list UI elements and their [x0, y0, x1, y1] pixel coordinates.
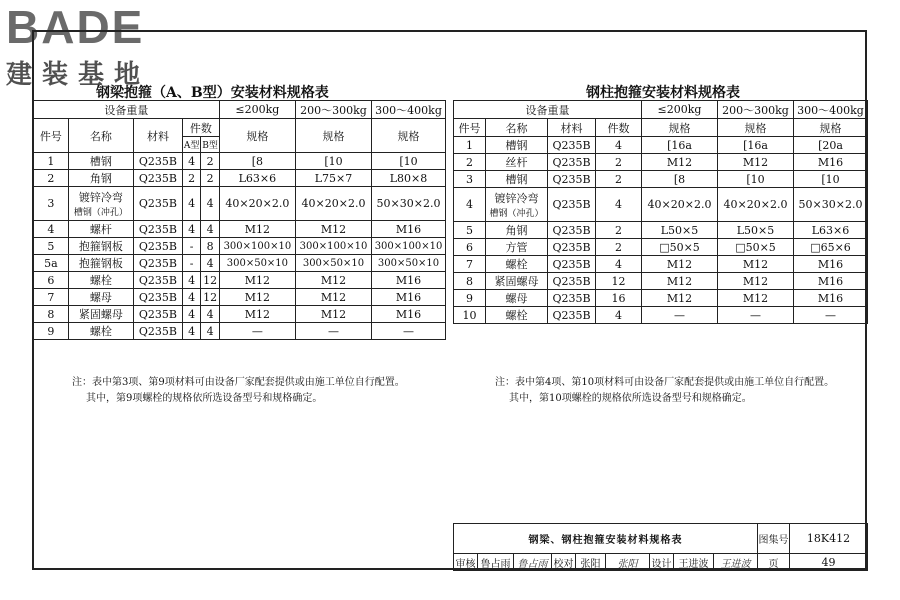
cell-material: Q235B: [134, 187, 183, 221]
device-weight-label: 设备重量: [454, 101, 642, 119]
cell-spec: M12: [295, 306, 371, 323]
page-label: 页: [758, 554, 790, 571]
cell-spec: M12: [219, 289, 295, 306]
header-spec-2: 规格: [718, 119, 794, 137]
check-label: 校对: [552, 554, 576, 571]
cell-material: Q235B: [134, 170, 183, 187]
table-row: [454, 154, 868, 171]
cell-spec: M12: [718, 290, 794, 307]
cell-spec: 300×50×10: [372, 255, 446, 272]
table-row: [454, 307, 868, 324]
cell-spec: 300×50×10: [295, 255, 371, 272]
table-row: [454, 290, 868, 307]
cell-spec: L50×5: [642, 222, 718, 239]
note-line: 注：表中第3项、第9项材料可由设备厂家配套提供或由施工单位自行配置。: [72, 377, 405, 388]
cell-no: 9: [34, 323, 69, 340]
cell-qty-b: 4: [201, 306, 219, 323]
cell-spec: [8: [642, 171, 718, 188]
cell-spec: M12: [642, 290, 718, 307]
header-spec-1: 规格: [219, 119, 295, 153]
table-row: [454, 137, 868, 154]
cell-qty: 2: [596, 154, 642, 171]
table-row: [34, 323, 446, 340]
cell-spec: □50×5: [718, 239, 794, 256]
cell-spec: 40×20×2.0: [295, 187, 371, 221]
cell-qty-a: 4: [182, 187, 200, 221]
table-row: [34, 187, 446, 221]
right-notes: [495, 375, 834, 407]
cell-name: 方管: [486, 239, 548, 256]
cell-spec: [20a: [794, 137, 868, 154]
cell-spec: —: [219, 323, 295, 340]
cell-spec: [10: [295, 153, 371, 170]
cell-no: 3: [454, 171, 486, 188]
cell-spec: M12: [718, 273, 794, 290]
header-qty: 件数: [182, 119, 219, 137]
review-label: 审核: [454, 554, 478, 571]
cell-material: Q235B: [134, 238, 183, 255]
cell-spec: —: [718, 307, 794, 324]
table-row: [34, 170, 446, 187]
cell-no: 6: [34, 272, 69, 289]
cell-name: 螺母: [68, 289, 133, 306]
cell-qty: 4: [596, 307, 642, 324]
weight-header-row: [454, 101, 868, 119]
cell-qty-a: 4: [182, 289, 200, 306]
table-row: [454, 256, 868, 273]
cell-qty-b: 2: [201, 153, 219, 170]
logo-mark: BADE: [6, 1, 145, 53]
cell-name: 槽钢: [486, 171, 548, 188]
cell-spec: M12: [718, 154, 794, 171]
cell-qty-a: 2: [182, 170, 200, 187]
atlas-number: 18K412: [790, 524, 868, 554]
header-material: 材料: [548, 119, 596, 137]
weight-col-3: 300～400kg: [372, 101, 446, 119]
cell-qty: 12: [596, 273, 642, 290]
cell-name: 紧固螺母: [486, 273, 548, 290]
header-name: 名称: [68, 119, 133, 153]
weight-col-3: 300～400kg: [794, 101, 868, 119]
reviewer-name: 鲁占雨: [478, 554, 514, 571]
cell-spec: L63×6: [794, 222, 868, 239]
cell-spec: 40×20×2.0: [642, 188, 718, 222]
weight-col-1: ≤200kg: [219, 101, 295, 119]
weight-col-1: ≤200kg: [642, 101, 718, 119]
header-type-b: B型: [201, 137, 219, 153]
cell-spec: 50×30×2.0: [794, 188, 868, 222]
cell-spec: 50×30×2.0: [372, 187, 446, 221]
cell-spec: 300×100×10: [372, 238, 446, 255]
reviewer-signature: 鲁占雨: [514, 554, 552, 571]
drawing-title: 钢梁、钢柱抱箍安装材料规格表: [454, 524, 758, 554]
cell-qty-a: 4: [182, 221, 200, 238]
cell-qty-a: -: [182, 238, 200, 255]
logo-subtitle: 建装基地: [6, 60, 151, 90]
atlas-label: 图集号: [758, 524, 790, 554]
cell-qty-b: 4: [201, 255, 219, 272]
cell-spec: M12: [642, 273, 718, 290]
note-line: 其中，第10项螺栓的规格依所选设备型号和规格确定。: [509, 393, 752, 404]
cell-name: 丝杆: [486, 154, 548, 171]
cell-qty-a: -: [182, 255, 200, 272]
cell-material: Q235B: [548, 307, 596, 324]
left-table-title: 钢梁抱箍（A、B型）安装材料规格表: [96, 85, 329, 101]
cell-spec: M12: [642, 256, 718, 273]
cell-spec: L63×6: [219, 170, 295, 187]
cell-spec: □50×5: [642, 239, 718, 256]
beam-clamp-table: [33, 100, 446, 340]
cell-spec: [16a: [642, 137, 718, 154]
checker-name: 张阳: [576, 554, 606, 571]
cell-no: 8: [34, 306, 69, 323]
cell-no: 8: [454, 273, 486, 290]
cell-name: 槽钢: [68, 153, 133, 170]
cell-no: 7: [34, 289, 69, 306]
cell-spec: [10: [372, 153, 446, 170]
cell-spec: M12: [642, 154, 718, 171]
cell-no: 4: [454, 188, 486, 222]
table-row: [34, 255, 446, 272]
cell-name: 角钢: [68, 170, 133, 187]
table-row: [34, 153, 446, 170]
cell-name: [486, 188, 548, 222]
cell-spec: M16: [372, 306, 446, 323]
table-row: [34, 238, 446, 255]
table-row: [34, 272, 446, 289]
cell-no: 3: [34, 187, 69, 221]
cell-qty-b: 2: [201, 170, 219, 187]
cell-no: 7: [454, 256, 486, 273]
header-spec-1: 规格: [642, 119, 718, 137]
cell-spec: L50×5: [718, 222, 794, 239]
cell-spec: M12: [295, 221, 371, 238]
page-number: 49: [790, 554, 868, 571]
cell-no: 1: [34, 153, 69, 170]
cell-spec: 300×50×10: [219, 255, 295, 272]
table-row: [454, 171, 868, 188]
cell-name-line2: 槽钢（冲孔）: [73, 208, 128, 218]
cell-no: 9: [454, 290, 486, 307]
cell-spec: M16: [372, 272, 446, 289]
cell-spec: —: [295, 323, 371, 340]
cell-qty-b: 12: [201, 272, 219, 289]
cell-no: 6: [454, 239, 486, 256]
cell-spec: [16a: [718, 137, 794, 154]
cell-name: 螺栓: [486, 307, 548, 324]
table-row: [34, 221, 446, 238]
column-clamp-table: [453, 100, 868, 324]
cell-qty: 4: [596, 188, 642, 222]
cell-spec: L80×8: [372, 170, 446, 187]
header-type-a: A型: [182, 137, 200, 153]
cell-no: 1: [454, 137, 486, 154]
cell-no: 5a: [34, 255, 69, 272]
cell-spec: M16: [794, 256, 868, 273]
cell-name: 螺栓: [68, 272, 133, 289]
header-material: 材料: [134, 119, 183, 153]
cell-spec: —: [372, 323, 446, 340]
cell-spec: M16: [794, 154, 868, 171]
cell-no: 5: [454, 222, 486, 239]
cell-qty-a: 4: [182, 306, 200, 323]
cell-spec: M12: [295, 272, 371, 289]
cell-name: 螺杆: [68, 221, 133, 238]
cell-name-line1: 镀锌冷弯: [78, 191, 123, 204]
table-row: [34, 289, 446, 306]
device-weight-label: 设备重量: [34, 101, 220, 119]
weight-header-row: [34, 101, 446, 119]
cell-material: Q235B: [134, 221, 183, 238]
cell-material: Q235B: [548, 154, 596, 171]
right-table-title: 钢柱抱箍安装材料规格表: [586, 85, 740, 101]
cell-spec: M16: [794, 273, 868, 290]
table-row: [454, 188, 868, 222]
table-row: [34, 306, 446, 323]
cell-name: [68, 187, 133, 221]
cell-spec: M16: [372, 221, 446, 238]
table-row: [454, 273, 868, 290]
cell-material: Q235B: [548, 290, 596, 307]
table-row: [454, 222, 868, 239]
cell-spec: M12: [219, 221, 295, 238]
cell-material: Q235B: [134, 272, 183, 289]
cell-material: Q235B: [548, 171, 596, 188]
cell-qty-b: 12: [201, 289, 219, 306]
cell-spec: [8: [219, 153, 295, 170]
cell-spec: M16: [372, 289, 446, 306]
cell-name: 抱箍钢板: [68, 238, 133, 255]
cell-qty-a: 4: [182, 153, 200, 170]
cell-spec: M12: [295, 289, 371, 306]
table-row: [454, 239, 868, 256]
cell-spec: □65×6: [794, 239, 868, 256]
header-spec-3: 规格: [372, 119, 446, 153]
cell-qty-b: 4: [201, 187, 219, 221]
cell-spec: M16: [794, 290, 868, 307]
cell-spec: —: [642, 307, 718, 324]
cell-name: 螺栓: [68, 323, 133, 340]
cell-material: Q235B: [134, 306, 183, 323]
cell-material: Q235B: [548, 239, 596, 256]
cell-no: 5: [34, 238, 69, 255]
cell-spec: —: [794, 307, 868, 324]
header-no: 件号: [34, 119, 69, 153]
cell-spec: 300×100×10: [295, 238, 371, 255]
cell-material: Q235B: [134, 255, 183, 272]
cell-no: 10: [454, 307, 486, 324]
cell-material: Q235B: [548, 188, 596, 222]
cell-qty-b: 4: [201, 221, 219, 238]
cell-spec: 300×100×10: [219, 238, 295, 255]
cell-qty: 2: [596, 222, 642, 239]
cell-no: 2: [34, 170, 69, 187]
cell-spec: 40×20×2.0: [718, 188, 794, 222]
cell-name: 螺栓: [486, 256, 548, 273]
weight-col-2: 200～300kg: [718, 101, 794, 119]
cell-material: Q235B: [548, 222, 596, 239]
design-label: 设计: [650, 554, 674, 571]
cell-no: 4: [34, 221, 69, 238]
cell-name-line2: 槽钢（冲孔）: [489, 209, 544, 219]
cell-qty: 4: [596, 256, 642, 273]
cell-name: 角钢: [486, 222, 548, 239]
cell-spec: M12: [718, 256, 794, 273]
cell-material: Q235B: [548, 256, 596, 273]
cell-spec: [10: [718, 171, 794, 188]
cell-qty: 2: [596, 171, 642, 188]
checker-signature: 张阳: [606, 554, 650, 571]
title-block: [453, 523, 868, 571]
cell-spec: M12: [219, 306, 295, 323]
weight-col-2: 200～300kg: [295, 101, 371, 119]
left-notes: [72, 375, 405, 407]
cell-qty-a: 4: [182, 323, 200, 340]
cell-material: Q235B: [134, 289, 183, 306]
cell-material: Q235B: [134, 323, 183, 340]
cell-qty: 16: [596, 290, 642, 307]
note-line: 注：表中第4项、第10项材料可由设备厂家配套提供或由施工单位自行配置。: [495, 377, 835, 388]
cell-no: 2: [454, 154, 486, 171]
cell-qty-a: 4: [182, 272, 200, 289]
cell-material: Q235B: [548, 273, 596, 290]
cell-name: 槽钢: [486, 137, 548, 154]
header-spec-2: 规格: [295, 119, 371, 153]
cell-name: 螺母: [486, 290, 548, 307]
header-spec-3: 规格: [794, 119, 868, 137]
cell-spec: 40×20×2.0: [219, 187, 295, 221]
cell-name-line1: 镀锌冷弯: [494, 192, 539, 205]
cell-spec: M12: [219, 272, 295, 289]
cell-qty-b: 4: [201, 323, 219, 340]
cell-spec: L75×7: [295, 170, 371, 187]
header-name: 名称: [486, 119, 548, 137]
header-qty: 件数: [596, 119, 642, 137]
header-no: 件号: [454, 119, 486, 137]
cell-name: 紧固螺母: [68, 306, 133, 323]
cell-qty-b: 8: [201, 238, 219, 255]
cell-material: Q235B: [134, 153, 183, 170]
cell-qty: 4: [596, 137, 642, 154]
cell-material: Q235B: [548, 137, 596, 154]
cell-spec: [10: [794, 171, 868, 188]
note-line: 其中，第9项螺栓的规格依所选设备型号和规格确定。: [86, 393, 323, 404]
cell-qty: 2: [596, 239, 642, 256]
designer-name: 王进波: [674, 554, 714, 571]
designer-signature: 王进波: [714, 554, 758, 571]
cell-name: 抱箍钢板: [68, 255, 133, 272]
